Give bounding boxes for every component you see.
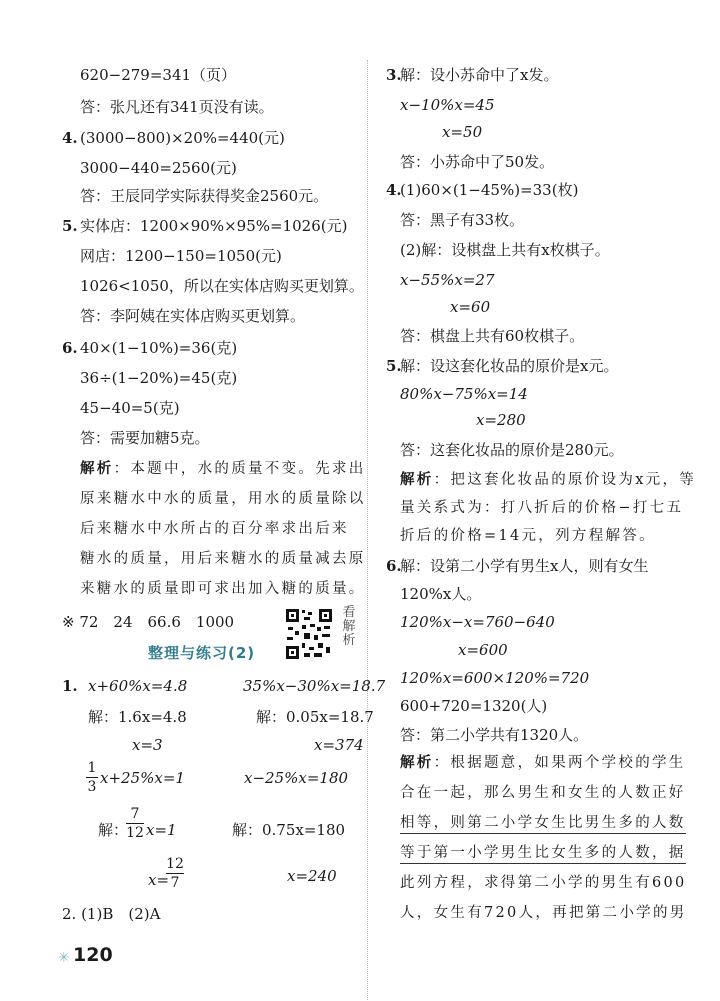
analysis-label: 解析	[400, 754, 434, 771]
equation-solution: x=240	[287, 867, 337, 885]
question-number: 4.	[386, 181, 402, 199]
analysis-line: 此列方程，求得第二小学的男生有600	[400, 875, 687, 891]
analysis-line: 原来糖水中水的质量，用水的质量除以	[80, 491, 366, 507]
page-number: 120	[73, 944, 113, 966]
answer-line: (1)60×(1−45%)=33(枚)	[400, 181, 579, 199]
equation: 35%x−30%x=18.7	[243, 677, 386, 695]
equation-solution: x=60	[450, 298, 491, 316]
answer-line: 620−279=341（页）	[80, 66, 237, 84]
answer-line: 120%x人。	[400, 585, 482, 603]
answer-line: 答：李阿姨在实体店购买更划算。	[80, 307, 306, 325]
question-number: 5.	[386, 357, 402, 375]
answer-line: 答：小苏命中了50发。	[400, 153, 555, 171]
equation: x+60%x=4.8	[88, 677, 188, 695]
answer-line: 答：这套化妆品的原价是280元。	[400, 441, 624, 459]
answer-line: 解：设第二小学有男生x人，则有女生	[400, 557, 649, 575]
equation: x+25%x=1	[100, 769, 185, 787]
analysis-label: 解析	[80, 460, 114, 477]
answer-line: 解：设这套化妆品的原价是x元。	[400, 357, 619, 375]
answer-line: (2)解：设棋盘上共有x枚棋子。	[400, 241, 610, 259]
analysis-line	[80, 459, 366, 479]
section-title: 整理与练习(2)	[148, 644, 256, 662]
analysis-line: 相等，则第二小学女生比男生多的人数	[400, 813, 686, 834]
equation: x−10%x=45	[400, 96, 495, 114]
analysis-text: ：本题中，水的质量不变。先求出	[113, 461, 366, 477]
analysis-line	[400, 753, 686, 773]
question-number: 6.	[62, 339, 78, 357]
answer-line: 答：棋盘上共有60枚棋子。	[400, 327, 585, 345]
question-number: 5.	[62, 217, 78, 235]
analysis-line: 折后的价格=14元，列方程解答。	[400, 528, 656, 544]
fraction-numerator: 1	[87, 760, 97, 776]
question-number: 3.	[386, 66, 402, 84]
answer-line: 答：王辰同学实际获得奖金2560元。	[80, 187, 329, 205]
answer-line: 答：需要加糖5克。	[80, 429, 210, 447]
equation-solution: x=280	[476, 411, 526, 429]
analysis-line	[400, 470, 696, 490]
answer-line: 答：第二小学共有1320人。	[400, 726, 589, 744]
answer-line: 解：设小苏命中了x发。	[400, 66, 559, 84]
equation: x−25%x=180	[244, 769, 349, 787]
equation: 120%x=600×120%=720	[400, 669, 590, 687]
answer-line: 3000−440=2560(元)	[80, 159, 237, 177]
fraction-denominator: 3	[87, 779, 97, 795]
view-analysis-label: 看解析	[342, 605, 356, 648]
equation: x−55%x=27	[400, 271, 495, 289]
equation-step-prefix: 解：	[98, 821, 129, 839]
answer-line: 2. (1)B (2)A	[62, 905, 161, 923]
fraction	[126, 806, 144, 841]
answer-line: 答：张凡还有341页没有读。	[80, 98, 274, 116]
qr-code-icon[interactable]	[284, 607, 334, 661]
equation-step: 解：1.6x=4.8	[88, 708, 187, 726]
analysis-line: 后来糖水中水所占的百分率求出后来	[80, 521, 349, 537]
fraction-numerator: 12	[166, 856, 184, 872]
equation: 120%x−x=760−640	[400, 613, 555, 631]
answer-line: 600+720=1320(人)	[400, 697, 548, 715]
analysis-line: 合在一起，那么男生和女生的人数正好	[400, 785, 686, 801]
analysis-line: 等于第一小学男生比女生多的人数，据	[400, 843, 686, 864]
question-number: 4.	[62, 129, 78, 147]
fraction	[166, 856, 184, 891]
analysis-text: ：根据题意，如果两个学校的学生	[433, 755, 686, 771]
fraction-numerator: 7	[130, 806, 140, 822]
answer-line: 答：黑子有33枚。	[400, 211, 525, 229]
answer-line: 实体店：1200×90%×95%=1026(元)	[80, 217, 348, 235]
question-number: 1.	[62, 677, 78, 695]
analysis-line: 量关系式为：打八折后的价格−打七五	[400, 500, 684, 516]
equation-solution-prefix: x=	[148, 871, 170, 889]
equation: 80%x−75%x=14	[400, 385, 528, 403]
question-number: 6.	[386, 557, 402, 575]
answer-line: 1026<1050，所以在实体店购买更划算。	[80, 277, 364, 295]
equation-solution: x=374	[314, 736, 364, 754]
fraction-denominator: 7	[170, 875, 180, 891]
analysis-line: 人，女生有720人，再把第二小学的男	[400, 905, 687, 921]
answer-line: 网店：1200−150=1050(元)	[80, 247, 282, 265]
analysis-label: 解析	[400, 471, 434, 488]
analysis-line: 糖水的质量，用后来糖水的质量减去原	[80, 551, 366, 567]
equation-solution: x=600	[458, 641, 508, 659]
answer-line: 36÷(1−20%)=45(克)	[80, 369, 238, 387]
equation-step: 解：0.75x=180	[232, 821, 346, 839]
answer-line: (3000−800)×20%=440(元)	[80, 129, 285, 147]
equation-solution: x=50	[442, 123, 483, 141]
answer-line: 40×(1−10%)=36(克)	[80, 339, 238, 357]
equation-step: x=1	[146, 821, 177, 839]
analysis-line: 来糖水的质量即可求出加入糖的质量。	[80, 581, 366, 597]
fraction	[86, 760, 98, 795]
fraction-denominator: 12	[126, 825, 144, 841]
equation-solution: x=3	[132, 736, 163, 754]
answer-line: 45−40=5(克)	[80, 399, 180, 417]
analysis-text: ：把这套化妆品的原价设为x元，等	[433, 472, 697, 488]
star-icon: ✳	[58, 950, 70, 966]
column-divider	[367, 60, 368, 1000]
equation-step: 解：0.05x=18.7	[256, 708, 374, 726]
bonus-answers: ※ 72 24 66.6 1000	[62, 613, 235, 631]
